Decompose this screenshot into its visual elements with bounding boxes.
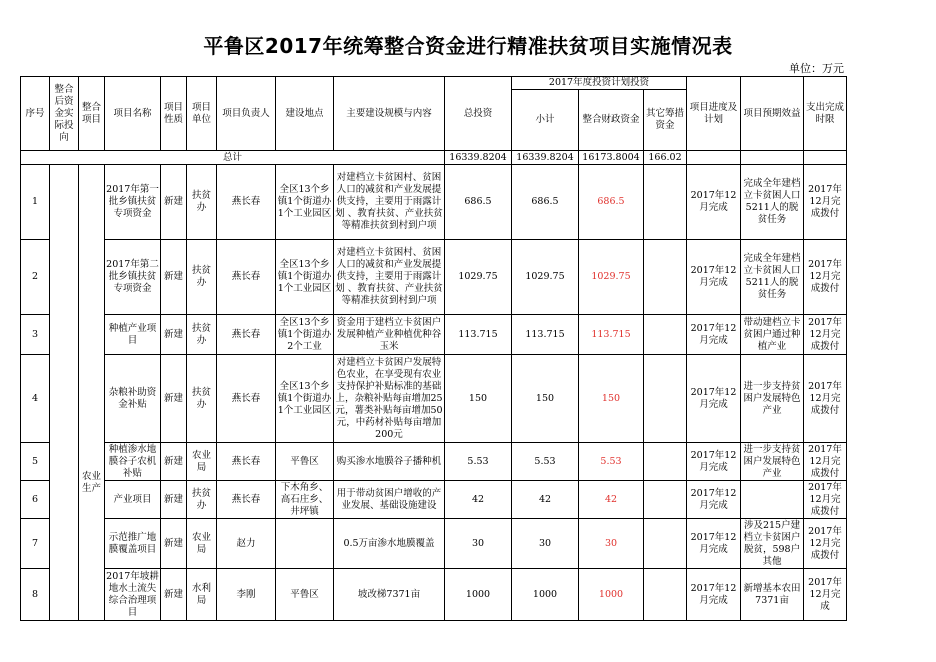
header-seq: 序号 xyxy=(21,77,50,151)
totals-row xyxy=(21,151,847,165)
row-other xyxy=(644,240,687,315)
row-dept: 农业局 xyxy=(187,443,217,481)
row-progress: 2017年12月完成 xyxy=(687,481,741,519)
row-other xyxy=(644,315,687,355)
row-scale: 坡改梯7371亩 xyxy=(334,569,445,621)
row-integrated: 5.53 xyxy=(579,443,644,481)
row-scale: 对建档立卡贫困村、贫困人口的减贫和产业发展提供支持，主要用于雨露计划 、教育扶贫、产业扶贫等精准扶贫到村到户项 xyxy=(334,240,445,315)
header-integrated: 整合财政资金 xyxy=(579,90,644,151)
row-subtotal: 686.5 xyxy=(512,165,579,240)
row-scale: 0.5万亩渗水地膜覆盖 xyxy=(334,519,445,569)
row-subtotal: 42 xyxy=(512,481,579,519)
row-seq: 4 xyxy=(21,355,50,443)
fund-cell xyxy=(50,165,79,621)
totals-subtotal: 16339.8204 xyxy=(512,151,579,165)
page-title: 平鲁区2017年统筹整合资金进行精准扶贫项目实施情况表 xyxy=(203,34,733,58)
totals-label: 总计 xyxy=(21,151,445,165)
header-scale: 主要建设规模与内容 xyxy=(334,77,445,151)
row-other xyxy=(644,355,687,443)
row-subtotal: 30 xyxy=(512,519,579,569)
row-subtotal: 1000 xyxy=(512,569,579,621)
row-place: 平鲁区 xyxy=(276,443,334,481)
row-total: 113.715 xyxy=(445,315,512,355)
row-other xyxy=(644,481,687,519)
row-other xyxy=(644,569,687,621)
row-place: 全区13个乡镇1个街道办1个工业园区 xyxy=(276,355,334,443)
row-owner: 燕长春 xyxy=(217,315,276,355)
row-place: 下木角乡、高石庄乡、井坪镇 xyxy=(276,481,334,519)
row-progress: 2017年12月完成 xyxy=(687,355,741,443)
header-benefit: 项目预期效益 xyxy=(741,77,804,151)
row-integrated: 1029.75 xyxy=(579,240,644,315)
row-dept: 扶贫办 xyxy=(187,165,217,240)
header-owner: 项目负责人 xyxy=(217,77,276,151)
row-name: 产业项目 xyxy=(105,481,161,519)
row-integrated: 150 xyxy=(579,355,644,443)
row-nature: 新建 xyxy=(161,240,187,315)
row-place: 全区13个乡镇1个街道办2个工业 xyxy=(276,315,334,355)
row-benefit xyxy=(741,481,804,519)
row-scale: 用于带动贫困户增收的产业发展、基础设施建设 xyxy=(334,481,445,519)
row-seq: 8 xyxy=(21,569,50,621)
row-benefit: 进一步支持贫困户发展特色产业 xyxy=(741,355,804,443)
unit-label: 单位：万元 xyxy=(789,62,844,75)
row-benefit: 完成全年建档立卡贫困人口5211人的脱贫任务 xyxy=(741,240,804,315)
table-row xyxy=(21,443,847,481)
row-dept: 扶贫办 xyxy=(187,481,217,519)
row-other xyxy=(644,443,687,481)
table-row xyxy=(21,481,847,519)
row-deadline: 2017年12月完成拨付 xyxy=(804,481,847,519)
row-total: 150 xyxy=(445,355,512,443)
row-progress: 2017年12月完成 xyxy=(687,165,741,240)
row-name: 示范推广地膜覆盖项目 xyxy=(105,519,161,569)
row-scale: 对建档立卡贫困户发展特色农业，在享受现有农业支持保护补贴标准的基础上，杂粮补贴每亩增加25元，薯类补贴每亩增加50元，中药材补贴每亩增加200元 xyxy=(334,355,445,443)
row-subtotal: 1029.75 xyxy=(512,240,579,315)
row-scale: 购买渗水地膜谷子播种机 xyxy=(334,443,445,481)
row-seq: 1 xyxy=(21,165,50,240)
header-name: 项目名称 xyxy=(105,77,161,151)
table-row xyxy=(21,569,847,621)
table-row xyxy=(21,519,847,569)
table-row xyxy=(21,355,847,443)
row-seq: 3 xyxy=(21,315,50,355)
header-deadline: 支出完成时限 xyxy=(804,77,847,151)
row-owner: 燕长春 xyxy=(217,240,276,315)
row-subtotal: 5.53 xyxy=(512,443,579,481)
row-progress: 2017年12月完成 xyxy=(687,519,741,569)
row-owner: 燕长春 xyxy=(217,165,276,240)
row-integrated: 30 xyxy=(579,519,644,569)
row-total: 1000 xyxy=(445,569,512,621)
row-name: 2017年第一批乡镇扶贫专项资金 xyxy=(105,165,161,240)
row-total: 1029.75 xyxy=(445,240,512,315)
header-proj: 整合项目 xyxy=(79,77,105,151)
row-subtotal: 113.715 xyxy=(512,315,579,355)
row-integrated: 42 xyxy=(579,481,644,519)
row-dept: 扶贫办 xyxy=(187,355,217,443)
row-other xyxy=(644,519,687,569)
row-dept: 扶贫办 xyxy=(187,240,217,315)
row-name: 2017年第二批乡镇扶贫专项资金 xyxy=(105,240,161,315)
header-total: 总投资 xyxy=(445,77,512,151)
header-place: 建设地点 xyxy=(276,77,334,151)
row-integrated: 1000 xyxy=(579,569,644,621)
table-row xyxy=(21,165,847,240)
row-nature: 新建 xyxy=(161,315,187,355)
row-place xyxy=(276,519,334,569)
row-deadline: 2017年12月完成 xyxy=(804,569,847,621)
row-nature: 新建 xyxy=(161,443,187,481)
row-dept: 农业局 xyxy=(187,519,217,569)
row-deadline: 2017年12月完成拨付 xyxy=(804,443,847,481)
row-benefit: 涉及215户建档立卡贫困户脱贫，598户其他 xyxy=(741,519,804,569)
category-cell: 农业生产 xyxy=(79,165,105,621)
row-dept: 扶贫办 xyxy=(187,315,217,355)
header-subtotal: 小计 xyxy=(512,90,579,151)
row-nature: 新建 xyxy=(161,481,187,519)
row-name: 2017年坡耕地水土流失综合治理项目 xyxy=(105,569,161,621)
project-table xyxy=(20,76,847,621)
header-dept: 项目单位 xyxy=(187,77,217,151)
row-seq: 2 xyxy=(21,240,50,315)
row-owner: 燕长春 xyxy=(217,481,276,519)
row-subtotal: 150 xyxy=(512,355,579,443)
row-other xyxy=(644,165,687,240)
header-fund: 整合后资金实际投向 xyxy=(50,77,79,151)
row-total: 5.53 xyxy=(445,443,512,481)
row-benefit: 新增基本农田7371亩 xyxy=(741,569,804,621)
row-total: 42 xyxy=(445,481,512,519)
totals-total: 16339.8204 xyxy=(445,151,512,165)
row-seq: 5 xyxy=(21,443,50,481)
row-integrated: 686.5 xyxy=(579,165,644,240)
row-seq: 7 xyxy=(21,519,50,569)
row-deadline: 2017年12月完成拨付 xyxy=(804,519,847,569)
row-owner: 赵力 xyxy=(217,519,276,569)
row-progress: 2017年12月完成 xyxy=(687,240,741,315)
row-owner: 燕长春 xyxy=(217,355,276,443)
row-benefit: 完成全年建档立卡贫困人口5211人的脱贫任务 xyxy=(741,165,804,240)
header-other: 其它筹措资金 xyxy=(644,90,687,151)
row-benefit: 带动建档立卡贫困户通过种植产业 xyxy=(741,315,804,355)
row-nature: 新建 xyxy=(161,569,187,621)
table-row xyxy=(21,240,847,315)
totals-integrated: 16173.8004 xyxy=(579,151,644,165)
row-name: 种植渗水地膜谷子农机补贴 xyxy=(105,443,161,481)
row-scale: 对建档立卡贫困村、贫困人口的减贫和产业发展提供支持，主要用于雨露计划 、教育扶贫、产业扶贫等精准扶贫到村到户项 xyxy=(334,165,445,240)
row-scale: 资金用于建档立卡贫困户发展种植产业种植优种谷玉米 xyxy=(334,315,445,355)
header-plan-group: 2017年度投资计划投资 xyxy=(512,77,687,90)
row-total: 686.5 xyxy=(445,165,512,240)
row-owner: 李刚 xyxy=(217,569,276,621)
header-nature: 项目性质 xyxy=(161,77,187,151)
row-place: 全区13个乡镇1个街道办1个工业园区 xyxy=(276,165,334,240)
row-progress: 2017年12月完成 xyxy=(687,315,741,355)
row-deadline: 2017年12月完成拨付 xyxy=(804,165,847,240)
table-row xyxy=(21,315,847,355)
row-nature: 新建 xyxy=(161,519,187,569)
row-progress: 2017年12月完成 xyxy=(687,569,741,621)
row-name: 杂粮补助资金补贴 xyxy=(105,355,161,443)
row-name: 种植产业项目 xyxy=(105,315,161,355)
row-nature: 新建 xyxy=(161,165,187,240)
row-dept: 水利局 xyxy=(187,569,217,621)
row-owner: 燕长春 xyxy=(217,443,276,481)
row-place: 平鲁区 xyxy=(276,569,334,621)
row-nature: 新建 xyxy=(161,355,187,443)
row-seq: 6 xyxy=(21,481,50,519)
row-place: 全区13个乡镇1个街道办1个工业园区 xyxy=(276,240,334,315)
totals-other: 166.02 xyxy=(644,151,687,165)
row-progress: 2017年12月完成 xyxy=(687,443,741,481)
row-deadline: 2017年12月完成拨付 xyxy=(804,355,847,443)
row-total: 30 xyxy=(445,519,512,569)
row-benefit: 进一步支持贫困户发展特色产业 xyxy=(741,443,804,481)
header-progress: 项目进度及计划 xyxy=(687,77,741,151)
row-deadline: 2017年12月完成拨付 xyxy=(804,315,847,355)
row-integrated: 113.715 xyxy=(579,315,644,355)
row-deadline: 2017年12月完成拨付 xyxy=(804,240,847,315)
